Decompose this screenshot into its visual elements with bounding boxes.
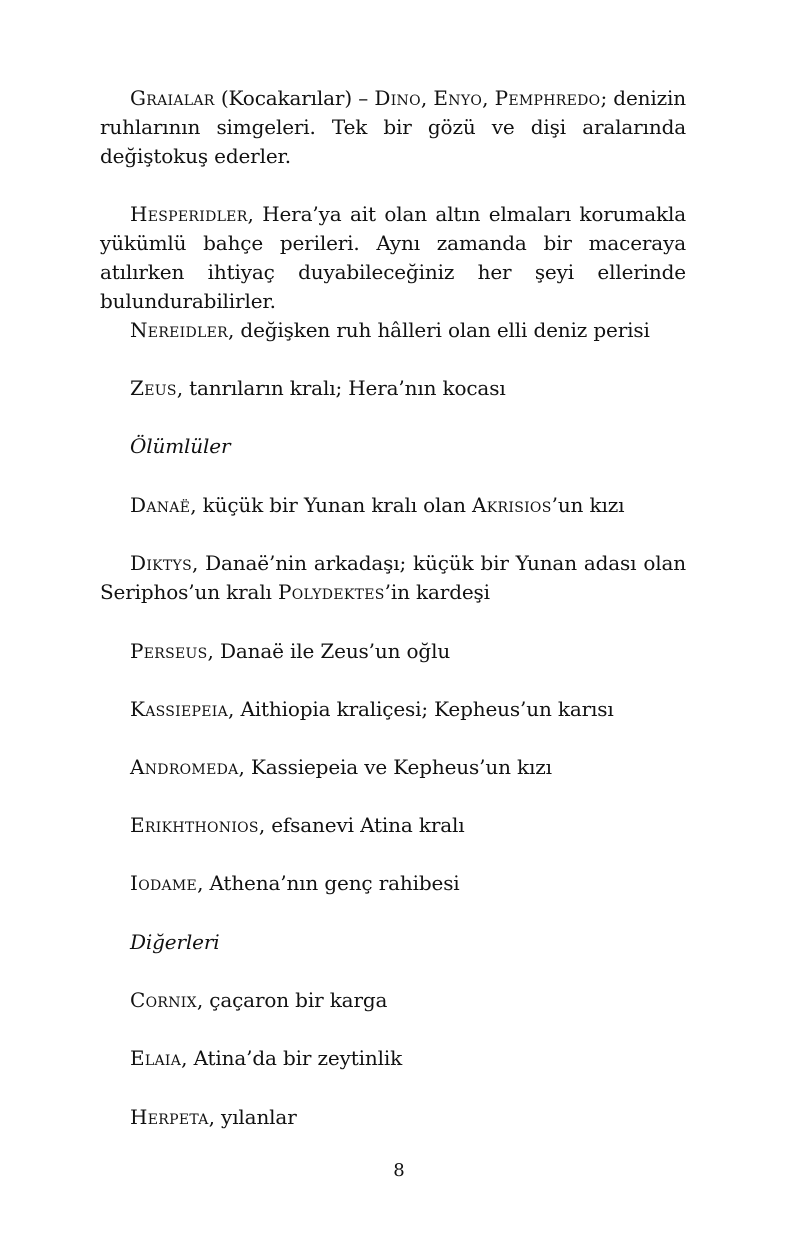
glossary-entry-andromeda (100, 753, 686, 782)
glossary-entry-diktys (100, 549, 686, 607)
glossary-entry-hesperidler (100, 200, 686, 316)
entry-text: , Athena’nın genç rahibesi (197, 871, 460, 895)
entry-name: Zeus (130, 376, 177, 400)
entry-name: Andromeda (130, 755, 239, 779)
entry-name: Elaia (130, 1046, 182, 1070)
entry-name: Polydektes (278, 580, 385, 604)
entry-name: Nereidler (130, 318, 228, 342)
glossary-entry-iodame (100, 869, 686, 898)
entry-text: ’un kızı (551, 493, 625, 517)
entry-name: Diktys (130, 551, 192, 575)
glossary-entry-perseus (100, 637, 686, 666)
entry-name: Perseus (130, 639, 208, 663)
entry-name: Danaë (130, 493, 191, 517)
glossary-entry-zeus (100, 374, 686, 403)
entry-text: , Danaë’nin arkadaşı; küçük bir Yunan adası olan Seriphos’un kralı (100, 551, 686, 604)
entry-text: , Atina’da bir zeytinlik (181, 1046, 403, 1070)
entry-text: , küçük bir Yunan kralı olan (190, 493, 473, 517)
section-heading-olumluler: Ölümlüler (130, 434, 231, 458)
entry-text: , değişken ruh hâlleri olan elli deniz perisi (228, 318, 650, 342)
entry-text: , Kassiepeia ve Kepheus’un kızı (238, 755, 552, 779)
entry-name: Akrisios (472, 493, 552, 517)
entry-name: Kassiepeia (130, 697, 229, 721)
glossary-entry-elaia (100, 1044, 686, 1073)
glossary-entry-cornix (100, 986, 686, 1015)
entry-text: , Danaë ile Zeus’un oğlu (207, 639, 451, 663)
glossary-entry-graialar (100, 84, 686, 171)
glossary-entry-kassiepeia (100, 695, 686, 724)
entry-text: , Hera’ya ait olan altın elmaları korumakla yükümlü bahçe perileri. Aynı zamanda bir maceraya atılırken ihtiyaç duyabileceğiniz her şeyi ellerinde bulundurabilirler. (100, 202, 686, 313)
glossary-entry-nereidler (100, 316, 686, 345)
entry-name: Cornix (130, 988, 197, 1012)
entry-name: Erikhthonios (130, 813, 259, 837)
entry-name: Enyo (433, 86, 483, 110)
entry-name: Pemphredo (494, 86, 601, 110)
entry-name: Dino (374, 86, 421, 110)
entry-name: Iodame (130, 871, 198, 895)
entry-text: , efsanevi Atina kralı (258, 813, 465, 837)
entry-text: , tanrıların kralı; Hera’nın kocası (176, 376, 506, 400)
entry-text: , çaçaron bir karga (196, 988, 388, 1012)
glossary-entry-herpeta (100, 1103, 686, 1132)
entry-name: Herpeta (130, 1105, 209, 1129)
section-heading-digerleri: Diğerleri (130, 930, 220, 954)
glossary-entry-erikhthonios (100, 811, 686, 840)
separator: , (420, 86, 434, 110)
entry-name: Hesperidler (130, 202, 248, 226)
entry-text: , Aithiopia kraliçesi; Kepheus’un karısı (228, 697, 614, 721)
separator: , (482, 86, 495, 110)
entry-text: , yılanlar (208, 1105, 297, 1129)
entry-name: Graialar (130, 86, 215, 110)
entry-text: ; denizin ruhlarının simgeleri. Tek bir gözü ve dişi aralarında değiştokuş ederler. (100, 86, 686, 168)
glossary-entry-danae (100, 491, 686, 520)
entry-text: ’in kardeşi (384, 580, 490, 604)
page-number: 8 (393, 1160, 405, 1181)
entry-text: (Kocakarılar) – (214, 86, 375, 110)
